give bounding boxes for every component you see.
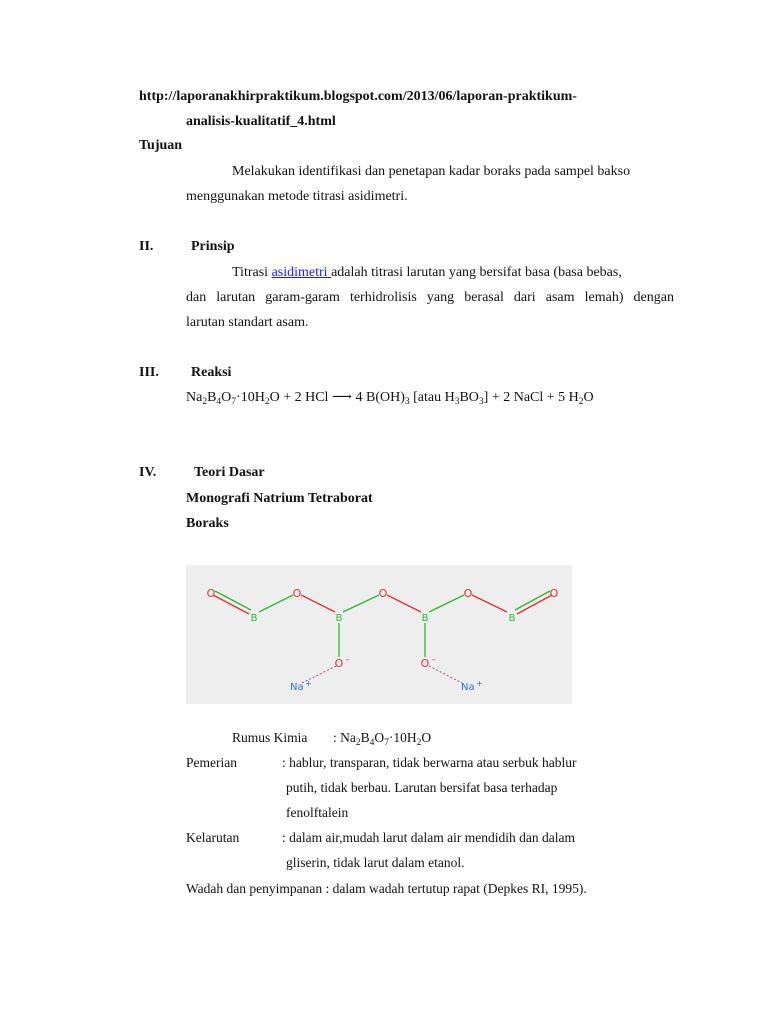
source-url-line1: http://laporanakhirpraktikum.blogspot.com/2013/06/laporan-praktikum- [139, 89, 577, 104]
monografi-heading: Monografi Natrium Tetraborat [186, 491, 373, 506]
atom-o5: O [549, 587, 559, 600]
kelarutan-label: Kelarutan [186, 830, 240, 845]
bond-b1-o2 [259, 595, 293, 612]
atoms [207, 587, 559, 693]
atom-o2: O [292, 587, 302, 600]
ionic-bond-right [429, 666, 462, 683]
bond-o4-b4 [472, 595, 507, 612]
reaction-equation: $Na_2B_4O_7\cdot 10H_2O + 2$ HCl ⟶ 4 $B(OH)_3$ [atau $H_3BO_3] + 2$ NaCl + 5 $H_2O$ [186, 390, 594, 407]
source-url-line2: analisis-kualitatif_4.html [186, 114, 336, 129]
bonds [213, 591, 552, 683]
pemerian-label: Pemerian [186, 755, 237, 770]
reaksi-heading: Reaksi [191, 365, 232, 380]
atom-na1: Na [290, 682, 304, 693]
rumus-kimia-value: : $Na_2B_4O_7\cdot 10H_2O$ [333, 730, 432, 748]
bond-double-o1-b1-b [215, 591, 251, 610]
pemerian-line2: putih, tidak berbau. Larutan bersifat basa terhadap [286, 780, 558, 795]
kelarutan-line1: : dalam air,mudah larut dalam air mendidih dan dalam [282, 830, 575, 845]
tujuan-line1: Melakukan identifikasi dan penetapan kadar boraks pada sampel bakso [232, 164, 631, 179]
prinsip-number: II. [139, 239, 154, 254]
tujuan-heading: Tujuan [139, 138, 183, 153]
boraks-heading: Boraks [186, 516, 229, 531]
bond-double-b4-o5-b [517, 595, 552, 614]
rumus-kimia-label: Rumus Kimia [232, 730, 308, 745]
borax-structure-diagram [186, 565, 572, 704]
charge-plus-1: + [305, 679, 312, 688]
atom-b3: B [421, 613, 429, 624]
pemerian-line3: fenolftalein [286, 805, 349, 820]
tujuan-line2: menggunakan metode titrasi asidimetri. [186, 189, 408, 204]
charge-plus-2: + [476, 679, 483, 688]
atom-b2: B [335, 613, 343, 624]
charge-minus-2: - [432, 655, 436, 665]
atom-o3: O [378, 587, 388, 600]
prinsip-line1: Titrasi asidimetri adalah titrasi larutan yang bersifat basa (basa bebas, [232, 265, 622, 280]
atom-na2: Na [461, 682, 475, 693]
wadah-penyimpanan: Wadah dan penyimpanan : dalam wadah tertutup rapat (Depkes RI, 1995). [186, 881, 587, 896]
pemerian-line1: : hablur, transparan, tidak berwarna atau serbuk hablur [282, 755, 577, 770]
atom-b4: B [508, 613, 516, 624]
kelarutan-line2: gliserin, tidak larut dalam etanol. [286, 855, 465, 870]
bond-double-b4-o5-a [515, 591, 550, 610]
prinsip-line2: dan larutan garam-garam terhidrolisis yang berasal dari asam lemah) dengan [186, 290, 674, 305]
teori-number: IV. [139, 465, 157, 480]
prinsip-heading: Prinsip [191, 239, 235, 254]
bond-b3-o4 [429, 595, 464, 612]
charge-minus-1: - [346, 655, 350, 665]
teori-heading: Teori Dasar [194, 465, 265, 480]
reaksi-number: III. [139, 365, 159, 380]
asidimetri-link[interactable]: asidimetri [271, 265, 332, 280]
atom-om1: O [334, 657, 344, 670]
bond-o3-b3 [387, 595, 421, 612]
prinsip-line3: larutan standart asam. [186, 315, 309, 330]
atom-b1: B [250, 613, 258, 624]
atom-om2: O [420, 657, 430, 670]
atom-o1: O [206, 587, 216, 600]
bond-b2-o3 [343, 595, 379, 612]
bond-double-o1-b1-a [213, 595, 249, 614]
bond-o2-b2 [301, 595, 335, 612]
atom-o4: O [463, 587, 473, 600]
